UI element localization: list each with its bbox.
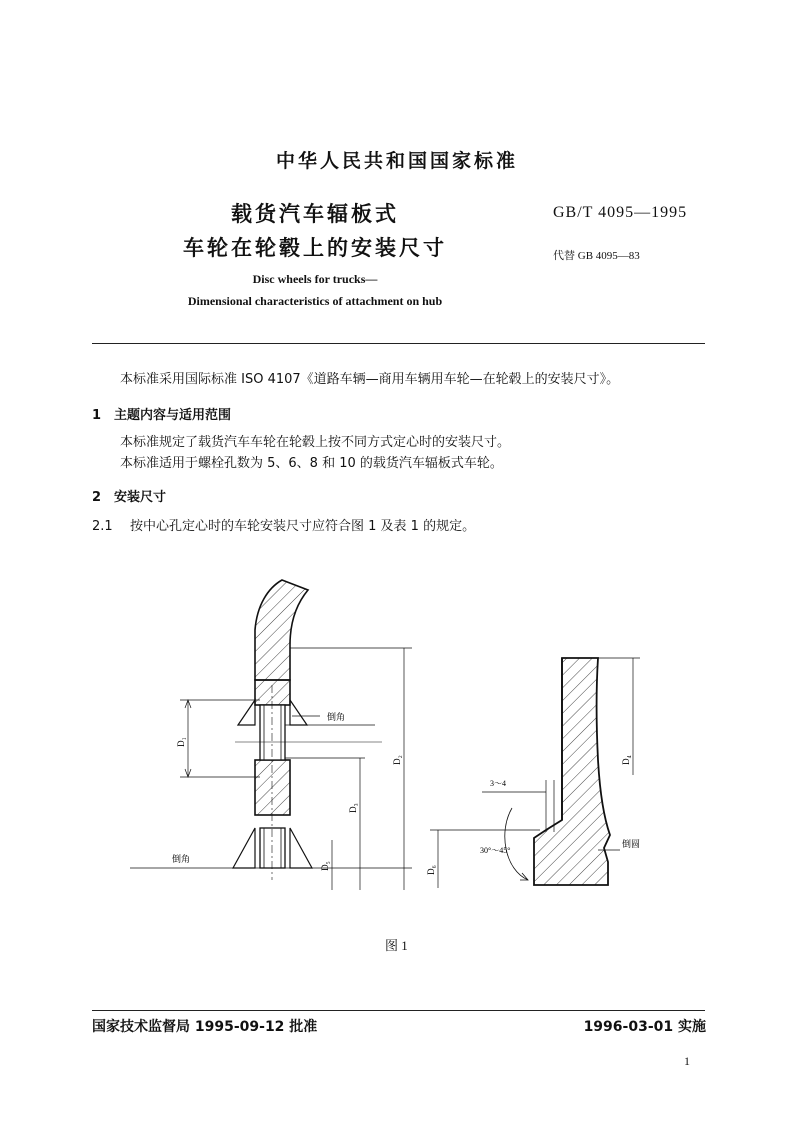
hub-section-view <box>426 658 640 888</box>
section1-heading <box>92 404 231 423</box>
bottom-divider <box>92 1010 705 1011</box>
label-d5: D₅ <box>320 861 330 871</box>
figure-1-drawing <box>120 570 640 900</box>
disc-web-upper <box>255 680 290 705</box>
title-chinese-line1: 载货汽车辐板式 <box>231 202 399 226</box>
effective-date: 1996-03-01 实施 <box>583 1019 706 1035</box>
section1-number: 1 <box>92 408 102 423</box>
clause-2-1 <box>92 518 475 536</box>
replaces-note: 代替 GB 4095—83 <box>553 250 640 262</box>
label-chamfer-top: 倒角 <box>327 712 346 722</box>
label-d6: D₆ <box>426 865 436 875</box>
section1-title: 主题内容与适用范围 <box>114 408 232 423</box>
title-english-line2: Dimensional characteristics of attachment on hub <box>187 294 443 308</box>
standard-code: GB/T 4095—1995 <box>553 204 688 221</box>
label-d4: D₄ <box>621 755 631 765</box>
intro-paragraph: 本标准采用国际标准 ISO 4107《道路车辆—商用车辆用车轮—在轮毂上的安装尺寸》。 <box>120 372 620 387</box>
section2-title: 安装尺寸 <box>114 490 167 505</box>
section1-paragraph1: 本标准规定了载货汽车车轮在轮毂上按不同方式定心时的安装尺寸。 <box>120 435 511 450</box>
page-number: 1 <box>684 1054 690 1068</box>
label-rounding: 倒圆 <box>622 839 640 849</box>
disc-section-view <box>130 580 412 890</box>
title-english-line1: Disc wheels for trucks— <box>252 272 378 286</box>
clause-2-1-number: 2.1 <box>92 519 113 534</box>
disc-upper-section <box>255 580 308 680</box>
label-d3: D₃ <box>348 803 358 813</box>
figure-caption: 图 1 <box>385 938 408 953</box>
label-gap: 3～4 <box>490 779 506 788</box>
section2-heading <box>92 486 166 505</box>
label-angle: 30°～45° <box>480 846 511 855</box>
hub-cross-section <box>534 658 610 885</box>
label-d2: D₂ <box>392 755 402 765</box>
approval-line: 国家技术监督局 1995-09-12 批准 <box>92 1019 318 1035</box>
section2-number: 2 <box>92 490 102 505</box>
clause-2-1-text: 按中心孔定心时的车轮安装尺寸应符合图 1 及表 1 的规定。 <box>130 519 476 534</box>
title-chinese-line2: 车轮在轮毂上的安装尺寸 <box>183 236 447 260</box>
label-chamfer-bottom: 倒角 <box>172 854 191 864</box>
top-divider <box>92 343 705 344</box>
section1-paragraph2: 本标准适用于螺栓孔数为 5、6、8 和 10 的载货汽车辐板式车轮。 <box>120 456 503 471</box>
disc-web-middle <box>255 760 290 815</box>
national-standard-heading: 中华人民共和国国家标准 <box>275 150 518 172</box>
label-d1: D₁ <box>176 737 186 747</box>
